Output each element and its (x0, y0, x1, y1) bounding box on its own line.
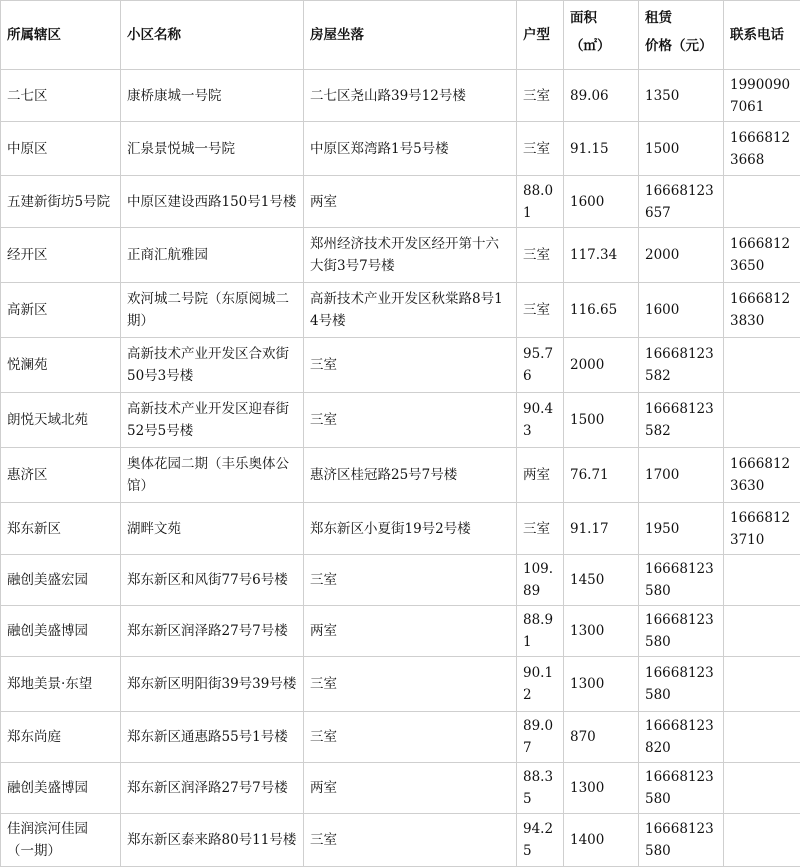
cell-col1: 融创美盛博园 (1, 763, 121, 814)
cell-col3: 三室 (304, 555, 517, 606)
cell-col3: 郑东新区小夏街19号2号楼 (304, 503, 517, 555)
cell-col7 (724, 555, 800, 606)
cell-col3: 三室 (304, 338, 517, 393)
cell-col2: 湖畔文苑 (121, 503, 304, 555)
header-address: 房屋坐落 (304, 1, 517, 70)
cell-col6: 1600 (639, 283, 724, 338)
cell-col5: 1450 (564, 555, 639, 606)
cell-col5: 1300 (564, 763, 639, 814)
header-row (1, 1, 800, 70)
cell-col3: 三室 (304, 393, 517, 448)
header-rent (639, 1, 724, 70)
cell-col3: 两室 (304, 763, 517, 814)
cell-col6: 1700 (639, 448, 724, 503)
table-row (1, 555, 800, 606)
cell-col3: 惠济区桂冠路25号7号楼 (304, 448, 517, 503)
cell-col1: 悦澜苑 (1, 338, 121, 393)
cell-col4: 109.89 (517, 555, 564, 606)
cell-col4: 三室 (517, 122, 564, 176)
table-row (1, 338, 800, 393)
cell-col5: 1600 (564, 176, 639, 228)
cell-col5: 91.17 (564, 503, 639, 555)
cell-col6: 16668123580 (639, 606, 724, 657)
cell-col7 (724, 338, 800, 393)
cell-col6: 16668123580 (639, 763, 724, 814)
table-body (1, 70, 800, 867)
cell-col4: 88.91 (517, 606, 564, 657)
table-row (1, 228, 800, 283)
cell-col2: 汇泉景悦城一号院 (121, 122, 304, 176)
cell-col4: 88.01 (517, 176, 564, 228)
cell-col5: 1300 (564, 606, 639, 657)
cell-col7: 19900907061 (724, 70, 800, 122)
table-row (1, 122, 800, 176)
cell-col6: 16668123582 (639, 393, 724, 448)
cell-col4: 三室 (517, 228, 564, 283)
header-area-unit: （㎡） (570, 38, 611, 54)
cell-col5: 1300 (564, 657, 639, 712)
cell-col7 (724, 176, 800, 228)
cell-col1: 五建新街坊5号院 (1, 176, 121, 228)
cell-col4: 88.35 (517, 763, 564, 814)
cell-col7: 16668123830 (724, 283, 800, 338)
cell-col6: 16668123657 (639, 176, 724, 228)
cell-col1: 高新区 (1, 283, 121, 338)
table-row (1, 448, 800, 503)
cell-col3: 三室 (304, 657, 517, 712)
cell-col1: 郑地美景·东望 (1, 657, 121, 712)
table-row (1, 176, 800, 228)
cell-col5: 2000 (564, 338, 639, 393)
cell-col6: 16668123580 (639, 814, 724, 867)
cell-col2: 郑东新区润泽路27号7号楼 (121, 763, 304, 814)
cell-col1: 中原区 (1, 122, 121, 176)
cell-col4: 95.76 (517, 338, 564, 393)
table-row (1, 814, 800, 867)
cell-col4: 89.07 (517, 712, 564, 763)
cell-col2: 中原区建设西路150号1号楼 (121, 176, 304, 228)
cell-col1: 二七区 (1, 70, 121, 122)
cell-col4: 三室 (517, 70, 564, 122)
cell-col6: 1950 (639, 503, 724, 555)
cell-col3: 两室 (304, 176, 517, 228)
cell-col2: 郑东新区和风街77号6号楼 (121, 555, 304, 606)
cell-col2: 奥体花园二期（丰乐奥体公馆） (121, 448, 304, 503)
cell-col6: 16668123580 (639, 657, 724, 712)
cell-col3: 郑州经济技术开发区经开第十六大街3号7号楼 (304, 228, 517, 283)
cell-col4: 三室 (517, 503, 564, 555)
cell-col4: 90.43 (517, 393, 564, 448)
cell-col6: 1500 (639, 122, 724, 176)
cell-col4: 90.12 (517, 657, 564, 712)
cell-col2: 郑东新区泰来路80号11号楼 (121, 814, 304, 867)
cell-col3: 二七区尧山路39号12号楼 (304, 70, 517, 122)
cell-col4: 两室 (517, 448, 564, 503)
header-rent-label: 租赁 (645, 10, 672, 26)
cell-col7 (724, 814, 800, 867)
cell-col2: 康桥康城一号院 (121, 70, 304, 122)
cell-col5: 1400 (564, 814, 639, 867)
header-phone: 联系电话 (724, 1, 800, 70)
cell-col6: 1350 (639, 70, 724, 122)
cell-col5: 117.34 (564, 228, 639, 283)
cell-col7 (724, 657, 800, 712)
cell-col1: 融创美盛博园 (1, 606, 121, 657)
cell-col1: 郑东新区 (1, 503, 121, 555)
cell-col3: 中原区郑湾路1号5号楼 (304, 122, 517, 176)
cell-col1: 经开区 (1, 228, 121, 283)
cell-col3: 三室 (304, 814, 517, 867)
cell-col7 (724, 606, 800, 657)
cell-col1: 郑东尚庭 (1, 712, 121, 763)
cell-col7 (724, 393, 800, 448)
cell-col7 (724, 763, 800, 814)
table-row (1, 283, 800, 338)
table-row (1, 70, 800, 122)
cell-col7 (724, 712, 800, 763)
cell-col7: 16668123710 (724, 503, 800, 555)
cell-col5: 91.15 (564, 122, 639, 176)
cell-col2: 欢河城二号院（东原阅城二期） (121, 283, 304, 338)
cell-col2: 郑东新区润泽路27号7号楼 (121, 606, 304, 657)
cell-col5: 1500 (564, 393, 639, 448)
table-row (1, 606, 800, 657)
table-row (1, 712, 800, 763)
cell-col6: 16668123582 (639, 338, 724, 393)
cell-col6: 16668123820 (639, 712, 724, 763)
cell-col5: 89.06 (564, 70, 639, 122)
cell-col7: 16668123630 (724, 448, 800, 503)
table-row (1, 657, 800, 712)
cell-col6: 16668123580 (639, 555, 724, 606)
header-community: 小区名称 (121, 1, 304, 70)
cell-col5: 870 (564, 712, 639, 763)
cell-col2: 郑东新区通惠路55号1号楼 (121, 712, 304, 763)
cell-col2: 正商汇航雅园 (121, 228, 304, 283)
cell-col2: 高新技术产业开发区合欢街50号3号楼 (121, 338, 304, 393)
cell-col1: 惠济区 (1, 448, 121, 503)
header-area-label: 面积 (570, 10, 597, 26)
cell-col3: 高新技术产业开发区秋棠路8号14号楼 (304, 283, 517, 338)
cell-col1: 佳润滨河佳园（一期） (1, 814, 121, 867)
header-layout: 户型 (517, 1, 564, 70)
table-row (1, 503, 800, 555)
table-row (1, 763, 800, 814)
cell-col5: 116.65 (564, 283, 639, 338)
header-rent-unit: 价格（元） (645, 38, 713, 54)
cell-col6: 2000 (639, 228, 724, 283)
cell-col3: 两室 (304, 606, 517, 657)
table-row (1, 393, 800, 448)
cell-col7: 16668123668 (724, 122, 800, 176)
cell-col4: 三室 (517, 283, 564, 338)
cell-col2: 郑东新区明阳街39号39号楼 (121, 657, 304, 712)
cell-col7: 16668123650 (724, 228, 800, 283)
cell-col3: 三室 (304, 712, 517, 763)
cell-col1: 融创美盛宏园 (1, 555, 121, 606)
header-district: 所属辖区 (1, 1, 121, 70)
cell-col5: 76.71 (564, 448, 639, 503)
header-area (564, 1, 639, 70)
cell-col4: 94.25 (517, 814, 564, 867)
cell-col1: 朗悦天域北苑 (1, 393, 121, 448)
cell-col2: 高新技术产业开发区迎春街52号5号楼 (121, 393, 304, 448)
